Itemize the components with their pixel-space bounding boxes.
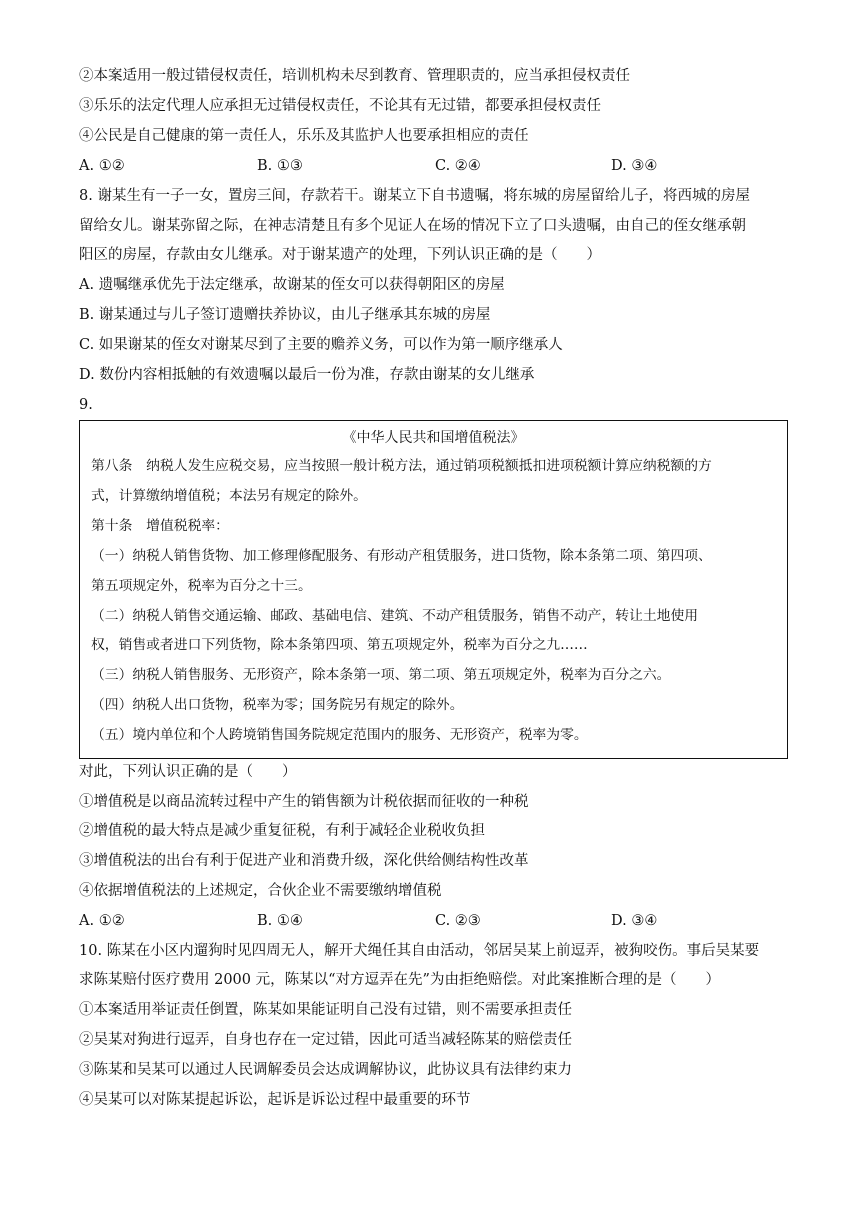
law-line: 权，销售或者进口下列货物，除本条第四项、第五项规定外，税率为百分之九……	[91, 637, 588, 653]
law-line: 第十条 增值税税率：	[91, 518, 229, 534]
q8-option-d[interactable]: D. 数份内容相抵触的有效遗嘱以最后一份为准，存款由谢某的女儿继承	[79, 367, 535, 383]
law-line: （四）纳税人出口货物，税率为零；国务院另有规定的除外。	[91, 697, 464, 713]
q9-option-b[interactable]: B. ①④	[257, 913, 303, 929]
q7-option-c[interactable]: C. ②④	[435, 158, 481, 174]
q9-option-c[interactable]: C. ②③	[435, 913, 481, 929]
q8-option-a[interactable]: A. 遗嘱继承优先于法定继承，故谢某的侄女可以获得朝阳区的房屋	[79, 277, 505, 293]
q8-option-b[interactable]: B. 谢某通过与儿子签订遗赠扶养协议，由儿子继承其东城的房屋	[79, 307, 491, 323]
q7-option-b[interactable]: B. ①③	[257, 158, 303, 174]
law-line: （三）纳税人销售服务、无形资产，除本条第一项、第二项、第五项规定外，税率为百分之六。	[91, 667, 671, 683]
q9-statement-2: ②增值税的最大特点是减少重复征税，有利于减轻企业税收负担	[79, 823, 485, 839]
q7-statement-2: ②本案适用一般过错侵权责任，培训机构未尽到教育、管理职责的，应当承担侵权责任	[79, 68, 630, 84]
q7-statement-3: ③乐乐的法定代理人应承担无过错侵权责任，不论其有无过错，都要承担侵权责任	[79, 98, 601, 114]
q8-stem-line-1: 8. 谢某生有一子一女，置房三间，存款若干。谢某立下自书遗嘱，将东城的房屋留给儿子，将西城的房屋	[79, 188, 750, 204]
law-line: 第五项规定外，税率为百分之十三。	[91, 578, 312, 594]
law-line: （二）纳税人销售交通运输、邮政、基础电信、建筑、不动产租赁服务，销售不动产，转让土地使用	[91, 608, 699, 624]
law-excerpt-box	[79, 420, 788, 759]
q10-statement-1: ①本案适用举证责任倒置，陈某如果能证明自己没有过错，则不需要承担责任	[79, 1002, 572, 1018]
q7-option-d[interactable]: D. ③④	[611, 158, 658, 174]
law-line: （一）纳税人销售货物、加工修理修配服务、有形动产租赁服务，进口货物，除本条第二项、第四项、	[91, 548, 712, 564]
q10-statement-2: ②吴某对狗进行逗弄，自身也存在一定过错，因此可适当减轻陈某的赔偿责任	[79, 1032, 572, 1048]
q9-statement-3: ③增值税法的出台有利于促进产业和消费升级，深化供给侧结构性改革	[79, 853, 529, 869]
law-line: 第八条 纳税人发生应税交易，应当按照一般计税方法，通过销项税额抵扣进项税额计算应纳税额的方	[91, 458, 712, 474]
q9-statement-1: ①增值税是以商品流转过程中产生的销售额为计税依据而征收的一种税	[79, 794, 529, 810]
q9-option-a[interactable]: A. ①②	[79, 913, 125, 929]
q10-statement-4: ④吴某可以对陈某提起诉讼，起诉是诉讼过程中最重要的环节	[79, 1092, 471, 1108]
q10-stem-line-2: 求陈某赔付医疗费用 2000 元，陈某以“对方逗弄在先”为由拒绝赔偿。对此案推断合理的是（ ）	[79, 972, 720, 988]
q10-statement-3: ③陈某和吴某可以通过人民调解委员会达成调解协议，此协议具有法律约束力	[79, 1062, 572, 1078]
law-line: 式，计算缴纳增值税；本法另有规定的除外。	[91, 488, 367, 504]
q8-stem-line-2: 留给女儿。谢某弥留之际，在神志清楚且有多个见证人在场的情况下立了口头遗嘱，由自己的侄女继承朝	[79, 218, 746, 234]
q9-option-d[interactable]: D. ③④	[611, 913, 658, 929]
q8-stem-line-3: 阳区的房屋，存款由女儿继承。对于谢某遗产的处理，下列认识正确的是（ ）	[79, 247, 601, 263]
law-line: （五）境内单位和个人跨境销售国务院规定范围内的服务、无形资产，税率为零。	[91, 727, 588, 743]
q9-question: 对此，下列认识正确的是（ ）	[79, 764, 297, 780]
q9-statement-4: ④依据增值税法的上述规定，合伙企业不需要缴纳增值税	[79, 883, 442, 899]
q7-statement-4: ④公民是自己健康的第一责任人，乐乐及其监护人也要承担相应的责任	[79, 128, 529, 144]
law-title: 《中华人民共和国增值税法》	[342, 430, 525, 446]
q9-number: 9.	[79, 397, 93, 413]
q8-option-c[interactable]: C. 如果谢某的侄女对谢某尽到了主要的赡养义务，可以作为第一顺序继承人	[79, 337, 563, 353]
q7-option-a[interactable]: A. ①②	[79, 158, 125, 174]
q10-stem-line-1: 10. 陈某在小区内遛狗时见四周无人，解开犬绳任其自由活动，邻居吴某上前逗弄，被狗咬伤。事后吴某要	[79, 943, 760, 959]
